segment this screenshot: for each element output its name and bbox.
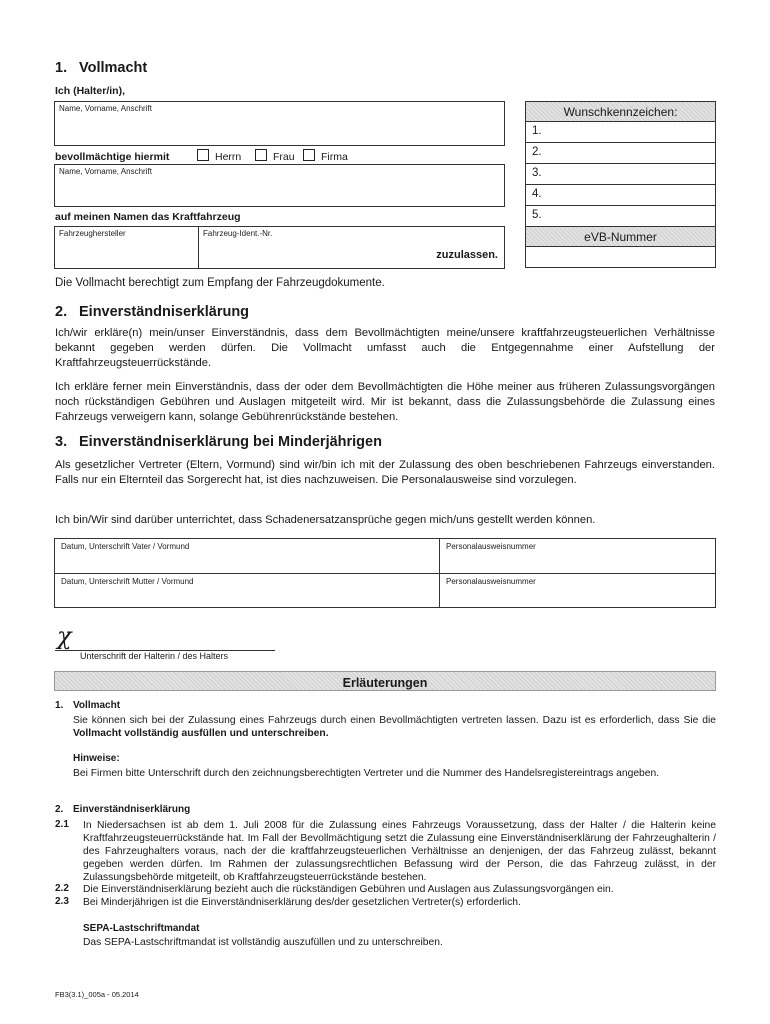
- sepa-text: Das SEPA-Lastschriftmandat ist vollständig auszufüllen und zu unterschreiben.: [83, 937, 443, 948]
- row-number: 2.: [532, 146, 542, 158]
- evb-title: eVB-Nummer: [584, 230, 657, 244]
- erl-1-text-bold: Vollmacht vollständig ausfüllen und unterschreiben.: [73, 728, 329, 739]
- vollmacht-berechtigt-text: Die Vollmacht berechtigt zum Empfang der Fahrzeugdokumente.: [55, 277, 385, 289]
- wunsch-row-5[interactable]: [526, 206, 715, 227]
- bevollmaechtigte-label: bevollmächtige hiermit: [55, 151, 170, 163]
- bevollmaechtigter-name-field[interactable]: [54, 164, 505, 207]
- section-title: Einverständniserklärung: [79, 304, 250, 320]
- p21-text: In Niedersachsen ist ab dem 1. Juli 2008 für die Zulassung eines Fahrzeugs Voraussetzung, dass der Halter / die Halterin keine Kraftfahrzeugsteuerrückstände hat. Im Fall der Bevollmächtigung setzt die Zulassung eine Einverständniserklärung der Fahrzeughalterin / des Fahrzeughalters voraus, nach der die kraftfahrzeugsteuerlichen Verhältnisse an denjenigen, der das Fahrzeug zulässt, bekannt gegeben werden dürfen. Im Rahmen der zulassungsrechtlichen Befassung wird der Person, die das Fahrzeug zulässt, in der Zulassungsbehörde mitgeteilt, ob Kraftfahrzeugsteuerrückstände bestehen.: [83, 820, 716, 883]
- checkbox-label: Firma: [321, 151, 348, 163]
- bevollmaechtigte-row: [55, 149, 348, 163]
- section-2-paragraph-1: Ich/wir erkläre(n) mein/unser Einverständnis, dass dem Bevollmächtigten meine/unsere kraftfahrzeugsteuerlichen Verhältnisse bekannt gegeben werden dürfen. Die Vollmacht umfasst auch die Entgegennahme einer Aufstellung der Kraftfahrzeugsteuerrückstände.: [55, 327, 715, 369]
- auf-namen-label: auf meinen Namen das Kraftfahrzeug: [55, 211, 241, 223]
- field-label: Personalausweisnummer: [446, 577, 536, 586]
- erl-1-text: [73, 714, 716, 740]
- section-title: Vollmacht: [79, 60, 148, 76]
- halter-name-field[interactable]: [54, 101, 505, 146]
- hinweise-text: Bei Firmen bitte Unterschrift durch den zeichnungsberechtigten Vertreter und die Nummer des Handelsregistereintrags angeben.: [73, 768, 660, 779]
- erl-1-heading: [55, 700, 120, 711]
- item-number: 1.: [55, 700, 64, 711]
- checkbox-label: Frau: [273, 151, 295, 163]
- field-label: Fahrzeughersteller: [59, 229, 126, 238]
- section-1-heading: [55, 60, 147, 76]
- vater-signature-field[interactable]: [55, 539, 440, 574]
- field-label: Name, Vorname, Anschrift: [59, 104, 152, 113]
- checkbox-firma[interactable]: [303, 151, 348, 163]
- item-number: 2.: [55, 804, 64, 815]
- halter-signature-field[interactable]: [55, 620, 275, 651]
- item-title: Vollmacht: [73, 700, 121, 711]
- wunschkennzeichen-header: [526, 102, 715, 122]
- erlaeuterungen-title: Erläuterungen: [342, 676, 428, 690]
- checkbox-herrn[interactable]: [197, 151, 255, 163]
- checkbox-frau[interactable]: [255, 151, 303, 163]
- hersteller-field[interactable]: [55, 227, 199, 268]
- perso-2-field[interactable]: [440, 574, 715, 607]
- form-code: FB3(3.1)_005a - 05.2014: [55, 990, 139, 999]
- p21-number: 2.1: [55, 819, 69, 830]
- checkbox-icon[interactable]: [255, 149, 267, 161]
- p22-number: 2.2: [55, 883, 69, 894]
- signature-x-icon: χ: [57, 622, 72, 650]
- section-number: 3.: [55, 434, 68, 450]
- p22-text: Die Einverständniserklärung bezieht auch die rückständigen Gebühren und Auslagen aus Zulassungsvorgängen ein.: [83, 884, 614, 895]
- field-label: Name, Vorname, Anschrift: [59, 167, 152, 176]
- row-number: 1.: [532, 125, 542, 137]
- wunsch-row-1[interactable]: [526, 122, 715, 143]
- fahrzeug-box: [54, 226, 505, 269]
- item-title: Einverständniserklärung: [73, 804, 191, 815]
- row-number: 5.: [532, 209, 542, 221]
- wunsch-row-4[interactable]: [526, 185, 715, 206]
- row-number: 3.: [532, 167, 542, 179]
- wunsch-row-2[interactable]: [526, 143, 715, 164]
- checkbox-label: Herrn: [215, 151, 242, 163]
- section-number: 1.: [55, 60, 68, 76]
- erl-1-text-a: Sie können sich bei der Zulassung eines Fahrzeugs durch einen Bevollmächtigten vertreten lassen. Dazu ist es erforderlich, dass Sie die: [73, 715, 716, 726]
- section-title: Einverständniserklärung bei Minderjährigen: [79, 434, 382, 450]
- minderjaehrige-signature-table: [54, 538, 716, 608]
- evb-field[interactable]: [526, 247, 715, 267]
- zuzulassen-text: zuzulassen.: [436, 249, 498, 261]
- sepa-title: SEPA-Lastschriftmandat: [83, 923, 200, 934]
- hinweise-title: Hinweise:: [73, 753, 120, 764]
- section-3-heading: [55, 434, 382, 450]
- field-label: Personalausweisnummer: [446, 542, 536, 551]
- p23-text: Bei Minderjährigen ist die Einverständniserklärung des/der gesetzlichen Vertreter(s) erforderlich.: [83, 897, 521, 908]
- field-label: Datum, Unterschrift Mutter / Vormund: [61, 577, 194, 586]
- wunschkennzeichen-panel: [525, 101, 716, 268]
- halter-subtitle: Ich (Halter/in),: [55, 85, 126, 97]
- field-label: Fahrzeug-Ident.-Nr.: [203, 229, 273, 238]
- signature-label: Unterschrift der Halterin / des Halters: [80, 651, 229, 661]
- section-2-paragraph-2: Ich erkläre ferner mein Einverständnis, dass der oder dem Bevollmächtigten die Höhe meiner aus früheren Zulassungsvorgängen noch rückständigen Gebühren und Auslagen mitgeteilt wird. Mir ist bekannt, dass die Zulassungsbehörde die Zulassung eines Fahrzeugs verweigern kann, solange Gebührenrückstände bestehen.: [55, 381, 715, 423]
- section-3-paragraph-2: Ich bin/Wir sind darüber unterrichtet, dass Schadenersatzansprüche gegen mich/uns gestellt werden können.: [55, 514, 596, 526]
- wunsch-row-3[interactable]: [526, 164, 715, 185]
- section-number: 2.: [55, 304, 68, 320]
- perso-1-field[interactable]: [440, 539, 715, 574]
- ident-field[interactable]: [199, 227, 504, 268]
- p23-number: 2.3: [55, 896, 69, 907]
- section-2-heading: [55, 304, 249, 320]
- checkbox-icon[interactable]: [197, 149, 209, 161]
- erl-2-heading: [55, 804, 190, 815]
- wunschkennzeichen-title: Wunschkennzeichen:: [563, 105, 678, 119]
- evb-header: [526, 227, 715, 247]
- erlaeuterungen-banner: [54, 671, 716, 691]
- section-3-paragraph-1: Als gesetzlicher Vertreter (Eltern, Vormund) sind wir/bin ich mit der Zulassung des oben beschriebenen Fahrzeugs einverstanden. Falls nur ein Elternteil das Sorgerecht hat, ist dies nachzuweisen. Die Personalausweise sind vorzulegen.: [55, 459, 715, 486]
- checkbox-icon[interactable]: [303, 149, 315, 161]
- row-number: 4.: [532, 188, 542, 200]
- field-label: Datum, Unterschrift Vater / Vormund: [61, 542, 190, 551]
- mutter-signature-field[interactable]: [55, 574, 440, 607]
